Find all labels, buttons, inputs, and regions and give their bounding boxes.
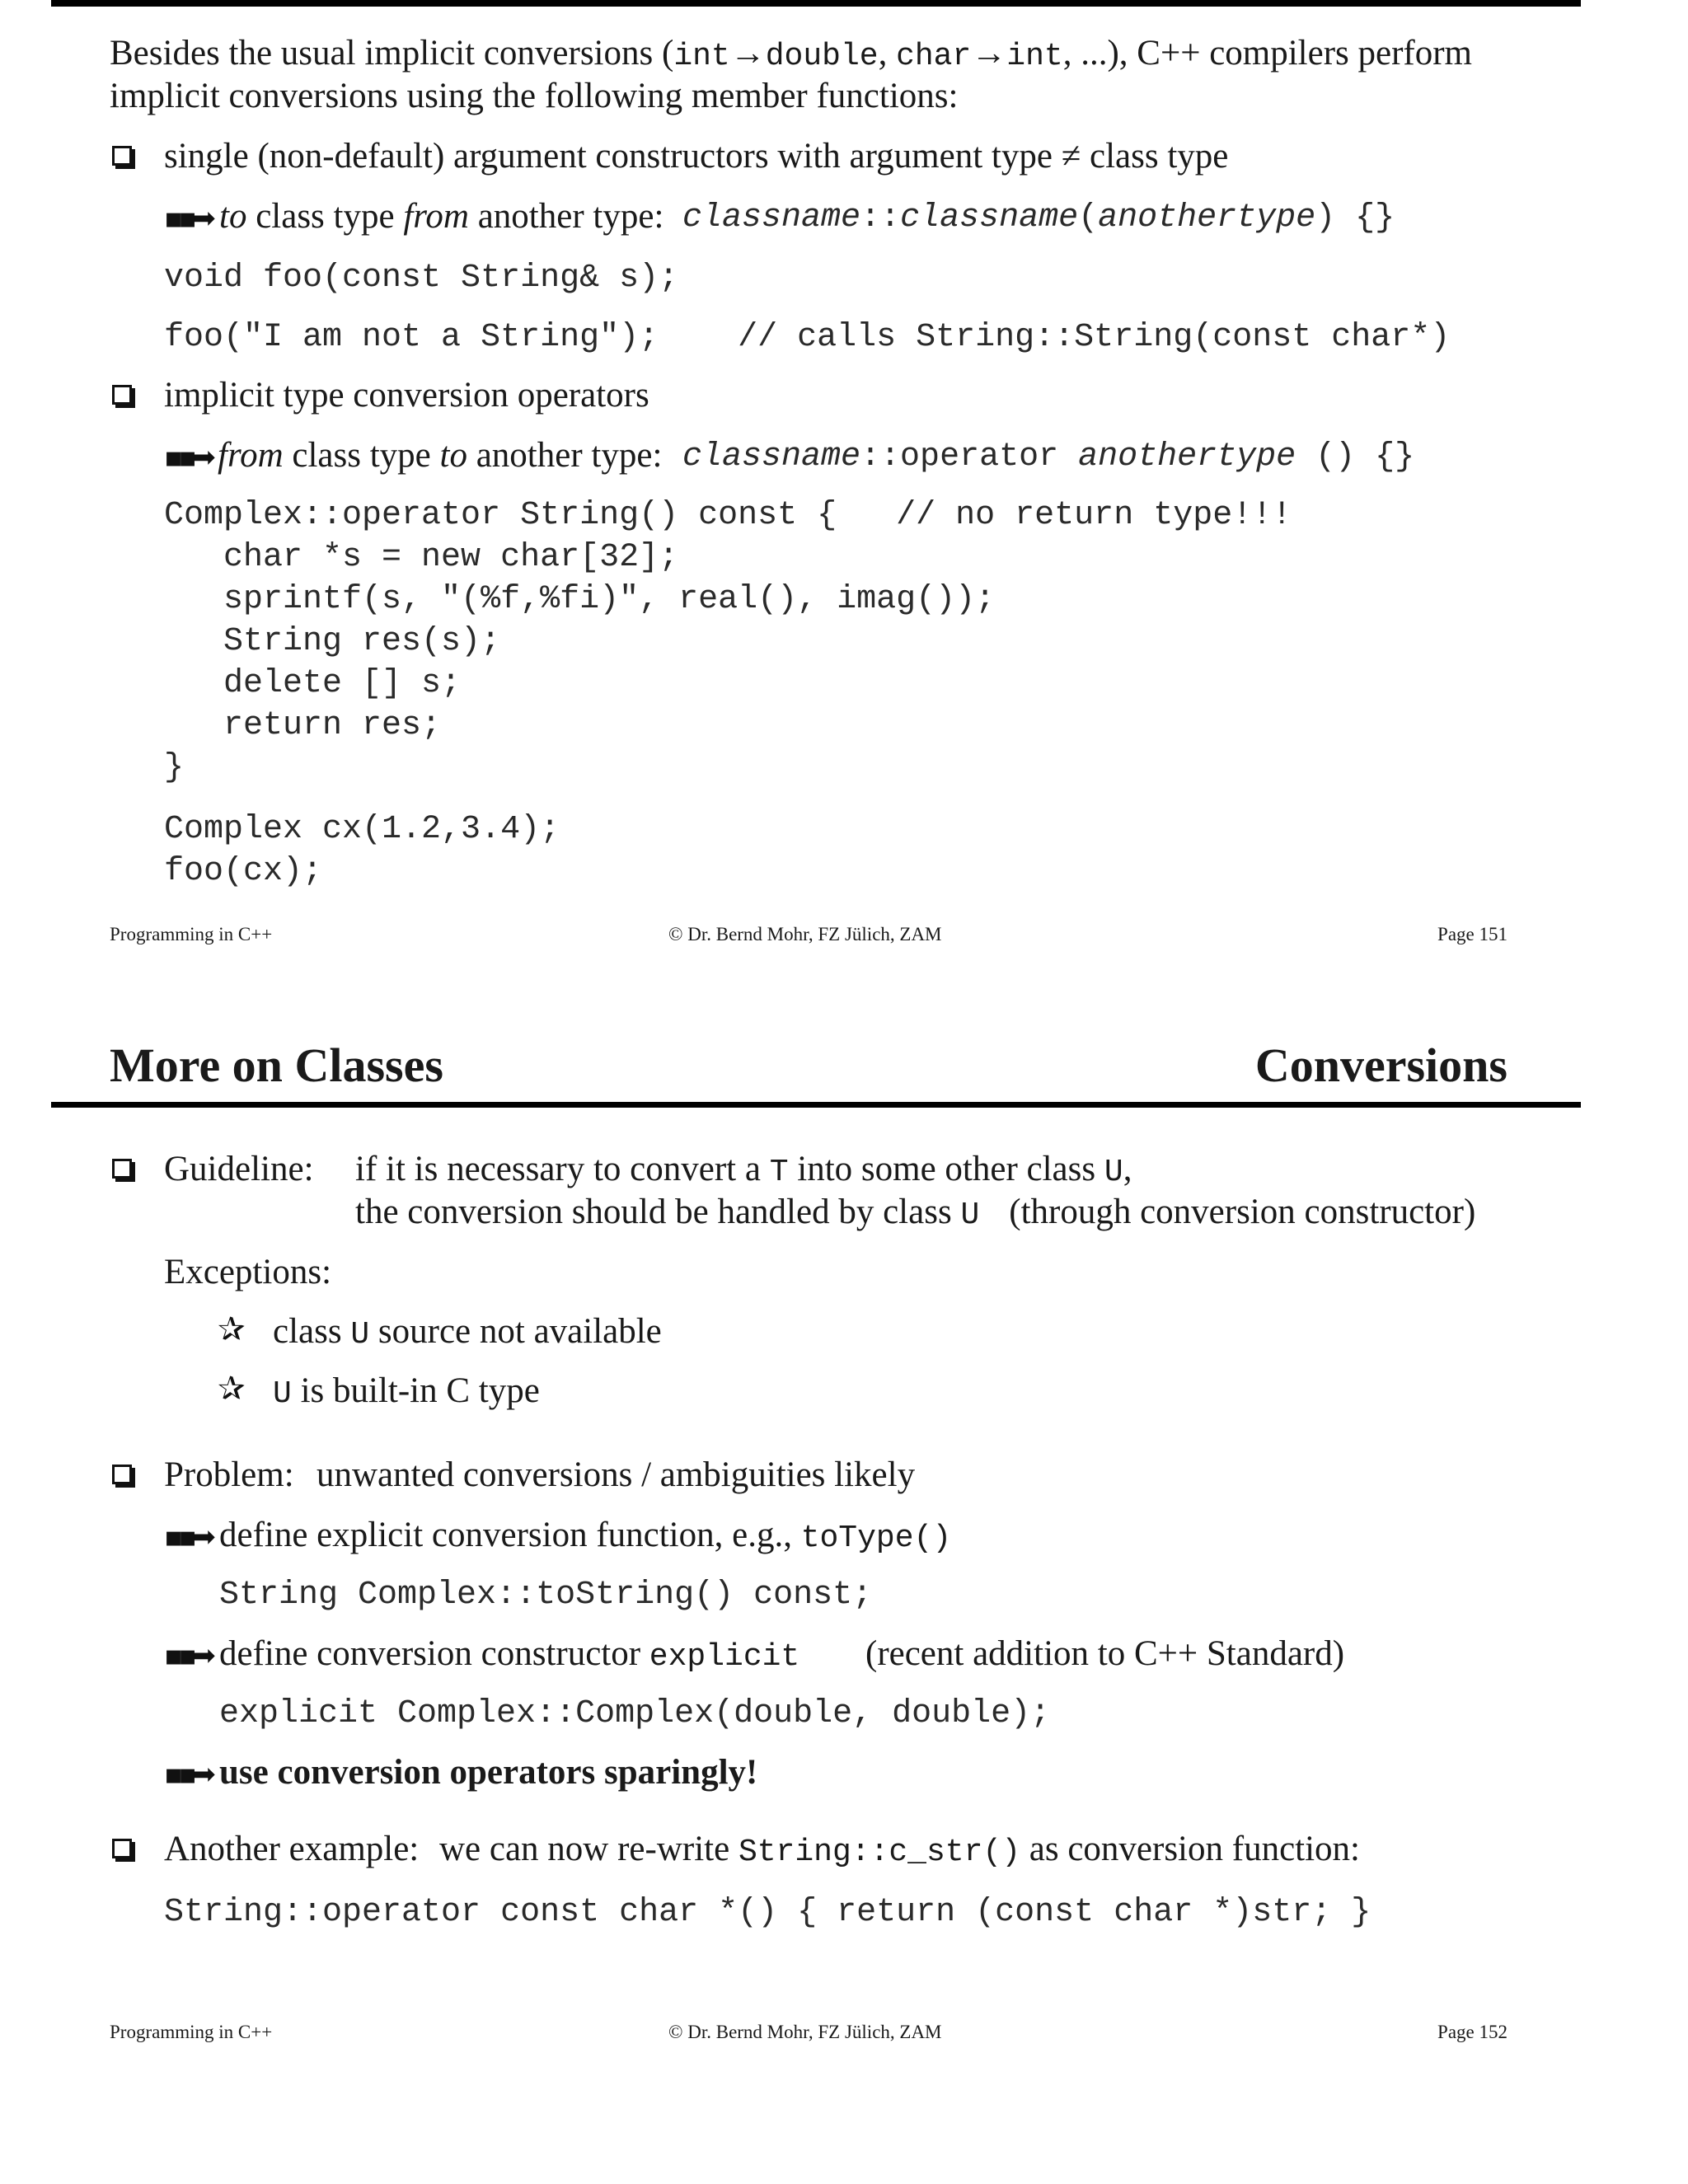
bullet-conversion-operators: implicit type conversion operators: [164, 376, 649, 415]
arrow-bullet-icon: ▪▪➡: [164, 441, 211, 474]
guideline-line-2: the conversion should be handled by class U (through conversion constructor): [355, 1193, 1476, 1233]
another-example-text: we can now re-write String::c_str() as conversion function:: [439, 1830, 1361, 1870]
checkbox-bullet-icon: [112, 1465, 132, 1484]
signature-conversion-operator: classname::operator anothertype () {}: [682, 438, 1415, 476]
arrow-explicit-function: define explicit conversion function, e.g., toType(): [219, 1516, 952, 1556]
checkbox-bullet-icon: [112, 1159, 132, 1179]
exceptions-label: Exceptions:: [164, 1253, 332, 1291]
intro-line-2: implicit conversions using the following member functions:: [110, 77, 959, 115]
signature-conversion-constructor: classname::classname(anothertype) {}: [682, 199, 1395, 237]
code-foo-call: foo("I am not a String"); // calls String::String(const char*): [164, 319, 1451, 356]
another-example-label: Another example:: [164, 1830, 420, 1868]
intro-line-1: Besides the usual implicit conversions (int→double, char→int, ...), C++ compilers perform: [110, 34, 1473, 74]
arrow-bullet-icon: ▪▪➡: [164, 1639, 211, 1672]
star-bullet-icon: ✰: [218, 1310, 246, 1348]
code-tostring: String Complex::toString() const;: [219, 1577, 873, 1614]
footer-course: Programming in C++: [110, 924, 273, 944]
footer-copyright: © Dr. Bernd Mohr, FZ Jülich, ZAM: [668, 2022, 942, 2042]
footer-page-number: Page 151: [1437, 924, 1507, 944]
code-line: }: [164, 749, 185, 786]
code-line: foo(cx);: [164, 853, 323, 890]
arrow-explicit-constructor: define conversion constructor explicit: [219, 1634, 800, 1675]
footer-copyright: © Dr. Bernd Mohr, FZ Jülich, ZAM: [668, 924, 942, 944]
code-line: String res(s);: [164, 623, 501, 660]
page-title: More on Classes: [110, 1038, 443, 1092]
exception-builtin: U is built-in C type: [273, 1371, 540, 1412]
code-operator-const-char: String::operator const char *() { return (const char *)str; }: [164, 1894, 1372, 1931]
arrow-use-sparingly: use conversion operators sparingly!: [219, 1753, 758, 1792]
arrow-bullet-icon: ▪▪➡: [164, 1521, 211, 1554]
arrow-bullet-icon: ▪▪➡: [164, 1758, 211, 1791]
checkbox-bullet-icon: [112, 146, 132, 166]
code-foo-declaration: void foo(const String& s);: [164, 260, 679, 297]
problem-text: unwanted conversions / ambiguities likely: [316, 1455, 916, 1494]
guideline-label: Guideline:: [164, 1150, 314, 1188]
bullet-constructors: single (non-default) argument constructors with argument type ≠ class type: [164, 137, 1229, 176]
arrow-bullet-icon: ▪▪➡: [164, 202, 211, 235]
code-line: char *s = new char[32];: [164, 539, 679, 576]
problem-label: Problem:: [164, 1455, 294, 1494]
section-title: Conversions: [1254, 1038, 1507, 1092]
code-explicit-complex: explicit Complex::Complex(double, double);: [219, 1695, 1051, 1732]
footer-course: Programming in C++: [110, 2022, 273, 2042]
arrow-to-class-type: to class type from another type:: [219, 197, 664, 236]
checkbox-bullet-icon: [112, 385, 132, 405]
code-line: sprintf(s, "(%f,%fi)", real(), imag());: [164, 581, 996, 618]
guideline-line-1: if it is necessary to convert a T into some other class U,: [355, 1150, 1132, 1190]
code-line: return res;: [164, 707, 442, 744]
code-line: Complex::operator String() const { // no return type!!!: [164, 497, 1292, 534]
explicit-note: (recent addition to C++ Standard): [865, 1634, 1345, 1673]
exception-source: class U source not available: [273, 1312, 662, 1352]
checkbox-bullet-icon: [112, 1839, 132, 1858]
top-rule: [51, 0, 1581, 7]
title-rule: [51, 1102, 1581, 1108]
code-complex-usage: [164, 813, 560, 898]
code-line: delete [] s;: [164, 665, 462, 702]
code-operator-string: [164, 499, 1292, 794]
footer-page-number: Page 152: [1437, 2022, 1507, 2042]
arrow-from-class-type: from class type to another type:: [218, 436, 663, 475]
code-line: Complex cx(1.2,3.4);: [164, 811, 560, 848]
star-bullet-icon: ✰: [218, 1370, 246, 1408]
